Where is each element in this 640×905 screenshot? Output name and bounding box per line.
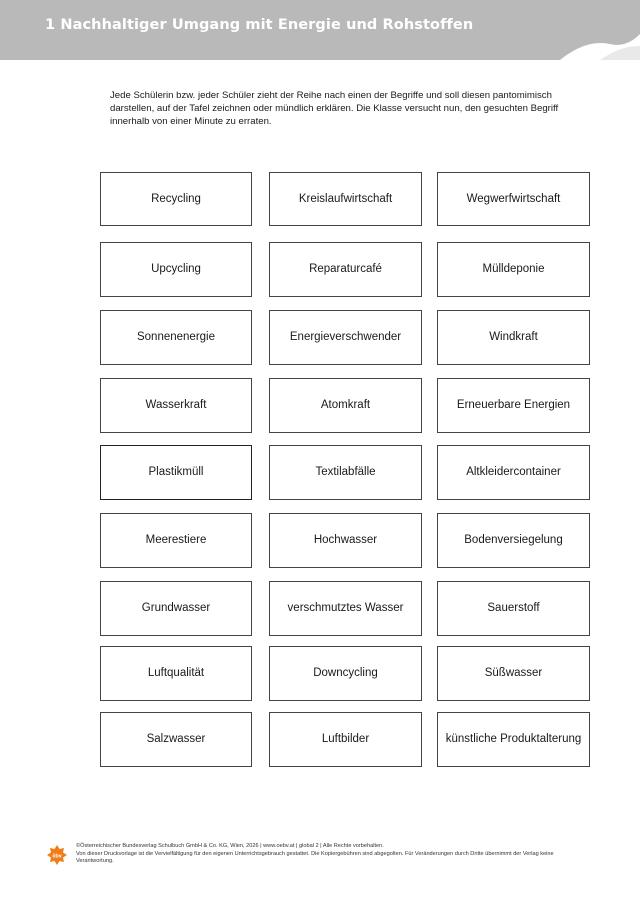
term-card: Atomkraft bbox=[269, 378, 422, 433]
term-card: Hochwasser bbox=[269, 513, 422, 568]
term-card: Recycling bbox=[100, 172, 252, 226]
term-card: verschmutztes Wasser bbox=[269, 581, 422, 636]
header-banner bbox=[0, 0, 640, 62]
term-card: Meerestiere bbox=[100, 513, 252, 568]
footer-line-2: Von dieser Druckvorlage ist die Vervielfältigung für den eigenen Unterrichtsgebrauch gestattet. Die Kopiergebühren sind abgegolten. Für Veränderungen durch Dritte übernimmt der Verlag keine Verantwortung. bbox=[76, 850, 554, 865]
term-card: Grundwasser bbox=[100, 581, 252, 636]
term-card: Bodenversiegelung bbox=[437, 513, 590, 568]
term-card: Süßwasser bbox=[437, 646, 590, 701]
page-title: 1 Nachhaltiger Umgang mit Energie und Rohstoffen bbox=[45, 17, 474, 33]
term-card: Luftbilder bbox=[269, 712, 422, 767]
term-card: Plastikmüll bbox=[100, 445, 252, 500]
term-card: Luftqualität bbox=[100, 646, 252, 701]
term-card: Altkleidercontainer bbox=[437, 445, 590, 500]
term-card: Sonnenenergie bbox=[100, 310, 252, 365]
term-card: Kreislaufwirtschaft bbox=[269, 172, 422, 226]
term-card: künstliche Produktalterung bbox=[437, 712, 590, 767]
footer-copyright bbox=[76, 843, 566, 866]
term-card: Salzwasser bbox=[100, 712, 252, 767]
term-card: Sauerstoff bbox=[437, 581, 590, 636]
instructions-text: Jede Schülerin bzw. jeder Schüler zieht der Reihe nach einen der Begriffe und soll diesen pantomimisch darstellen, auf der Tafel zeichnen oder mündlich erklären. Die Klasse versucht nun, den gesuchten Begriff innerhalb von einer Minute zu erraten. bbox=[110, 90, 559, 127]
term-card: Wegwerfwirtschaft bbox=[437, 172, 590, 226]
term-card: Windkraft bbox=[437, 310, 590, 365]
term-card: Mülldeponie bbox=[437, 242, 590, 297]
footer-line-1: ©Österreichischer Bundesverlag Schulbuch GmbH & Co. KG, Wien, 2026 | www.oebv.at | global 2 | Alle Rechte vorbehalten. bbox=[76, 843, 384, 849]
term-card: Reparaturcafé bbox=[269, 242, 422, 297]
logo-text: öbv bbox=[52, 853, 62, 860]
term-card: Wasserkraft bbox=[100, 378, 252, 433]
oebv-logo-icon bbox=[47, 845, 67, 865]
term-card: Downcycling bbox=[269, 646, 422, 701]
term-card: Energieverschwender bbox=[269, 310, 422, 365]
term-card: Textilabfälle bbox=[269, 445, 422, 500]
term-card: Upcycling bbox=[100, 242, 252, 297]
term-card: Erneuerbare Energien bbox=[437, 378, 590, 433]
